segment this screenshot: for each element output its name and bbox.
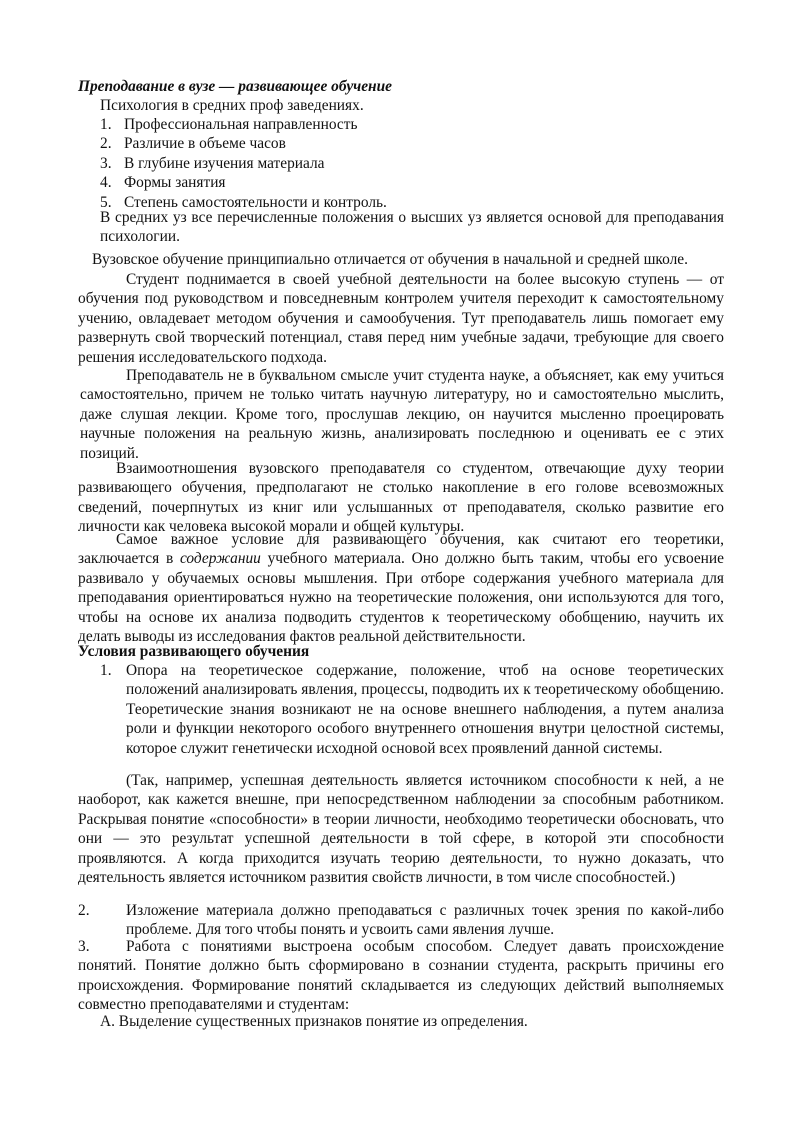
list-item-text: Степень самостоятельности и контроль. xyxy=(124,193,387,211)
list-item xyxy=(100,115,700,134)
list-item-text: Различие в объеме часов xyxy=(124,135,286,153)
paragraph-student: Студент поднимается в своей учебной деятельности на более высокую ступень — от обучения под руководством и повседневным контролем учителя переходит к самостоятельному учению, овладевает методом обучения и самообучения. Тут преподаватель лишь помогает ему развернуть свой творческий потенциал, ставя перед ним учебные задачи, требующие для своего решения исследовательского подхода. xyxy=(78,271,724,366)
list-item-number: 4. xyxy=(100,174,112,192)
list-item-number: 2. xyxy=(100,135,112,153)
document-title: Преподавание в вузе — развивающее обучение xyxy=(78,78,392,95)
condition-1-example: (Так, например, успешная деятельность является источником способности к ней, а не наоборот, как кажется внешне, при непосредственном наблюдении за способным работником. Раскрывая понятие «способности» в теории личности, необходимо теоретически обосновать, что они — это результат успешной деятельности в той сфере, в которой эти способности проявляются. А когда приходится изучать теорию деятельности, то нужно доказать, что деятельность является источником развития свойств личности, в том числе способностей.) xyxy=(78,772,724,887)
condition-2-text: Изложение материала должно преподаваться с различных точек зрения по какой-либо проблеме. Для того чтобы понять и усвоить сами явления лучше. xyxy=(126,902,724,939)
list-item-text: Профессиональная направленность xyxy=(124,116,358,133)
list-item-text: Формы занятия xyxy=(124,174,226,192)
paragraph-teacher: Преподаватель не в буквальном смысле учит студента науке, а объясняет, как ему учиться самостоятельно, причем не только читать научную литературу, но и самостоятельно мыслить, даже слушая лекции. Кроме того, прослушав лекцию, он научится мысленно проецировать научные положения на реальную жизнь, анализировать последнюю и оценивать ее с этих позиций. xyxy=(80,367,724,462)
condition-1-text: Опора на теоретическое содержание, положение, чтоб на основе теоретических положений анализировать явления, процессы, подводить их к теоретическому обобщению. Теоретические знания возникают не на основе внешнего наблюдения, а путем анализа роли и функции некоторого особого внутреннего отношения внутри целостной системы, которое служит генетически исходной основой всех проявлений данной системы. xyxy=(126,662,724,757)
list-item-number: 5. xyxy=(100,193,112,211)
list-item xyxy=(100,173,700,192)
paragraph-vuz: Вузовское обучение принципиально отличается от обучения в начальной и средней школе. xyxy=(92,251,688,268)
list-item-number: 1. xyxy=(100,116,112,133)
list-item xyxy=(100,154,700,173)
condition-emphasis: содержании xyxy=(179,550,261,568)
differences-list xyxy=(100,115,700,212)
paragraph-after-list: В средних уз все перечисленные положения о высших уз является основой для преподавания психологии. xyxy=(100,209,724,246)
paragraph-content-condition xyxy=(78,530,724,646)
list-item-number: 3. xyxy=(100,154,112,172)
list-item-text: В глубине изучения материала xyxy=(124,154,325,172)
list-item xyxy=(100,134,700,153)
condition-3-text: Работа с понятиями выстроена особым способом. Следует давать происхождение понятий. Понятие должно быть сформировано в сознании студента, раскрыть причины его происхождения. Формирование понятий складывается из следующих действий выполняемых совместно преподавателями и студентам: xyxy=(78,938,724,1014)
condition-text-start: Самое важное условие для развивающего обучения, как считают его теоретики, заключается в xyxy=(78,531,724,568)
section-heading: Условия развивающего обучения xyxy=(78,643,310,660)
paragraph-relations: Взаимоотношения вузовского преподавателя со студентом, отвечающие духу теории развивающего обучения, предполагают не столько накопление в его голове всевозможных сведений, почерпнутых из книг или услышанных от преподавателя, сколько развитие его личности как человека высокой морали и общей культуры. xyxy=(78,460,724,536)
condition-text-end: учебного материала. Оно должно быть таким, чтобы его усвоение развивало у обучаемых основы мышления. При отборе содержания учебного материала для преподавания ориентироваться нужно на теоретические положения, они используются для того, чтобы на основе их анализа подводить студентов к теоретическому обобщению, научить их делать выводы из исследования фактов реальной действительности. xyxy=(78,550,724,646)
condition-1-number: 1. xyxy=(100,662,112,679)
subtitle: Психология в средних проф заведениях. xyxy=(100,97,364,114)
condition-3-number: 3. xyxy=(78,938,90,955)
action-item-a: А. Выделение существенных признаков понятие из определения. xyxy=(100,1013,528,1030)
condition-2-number: 2. xyxy=(78,902,90,919)
